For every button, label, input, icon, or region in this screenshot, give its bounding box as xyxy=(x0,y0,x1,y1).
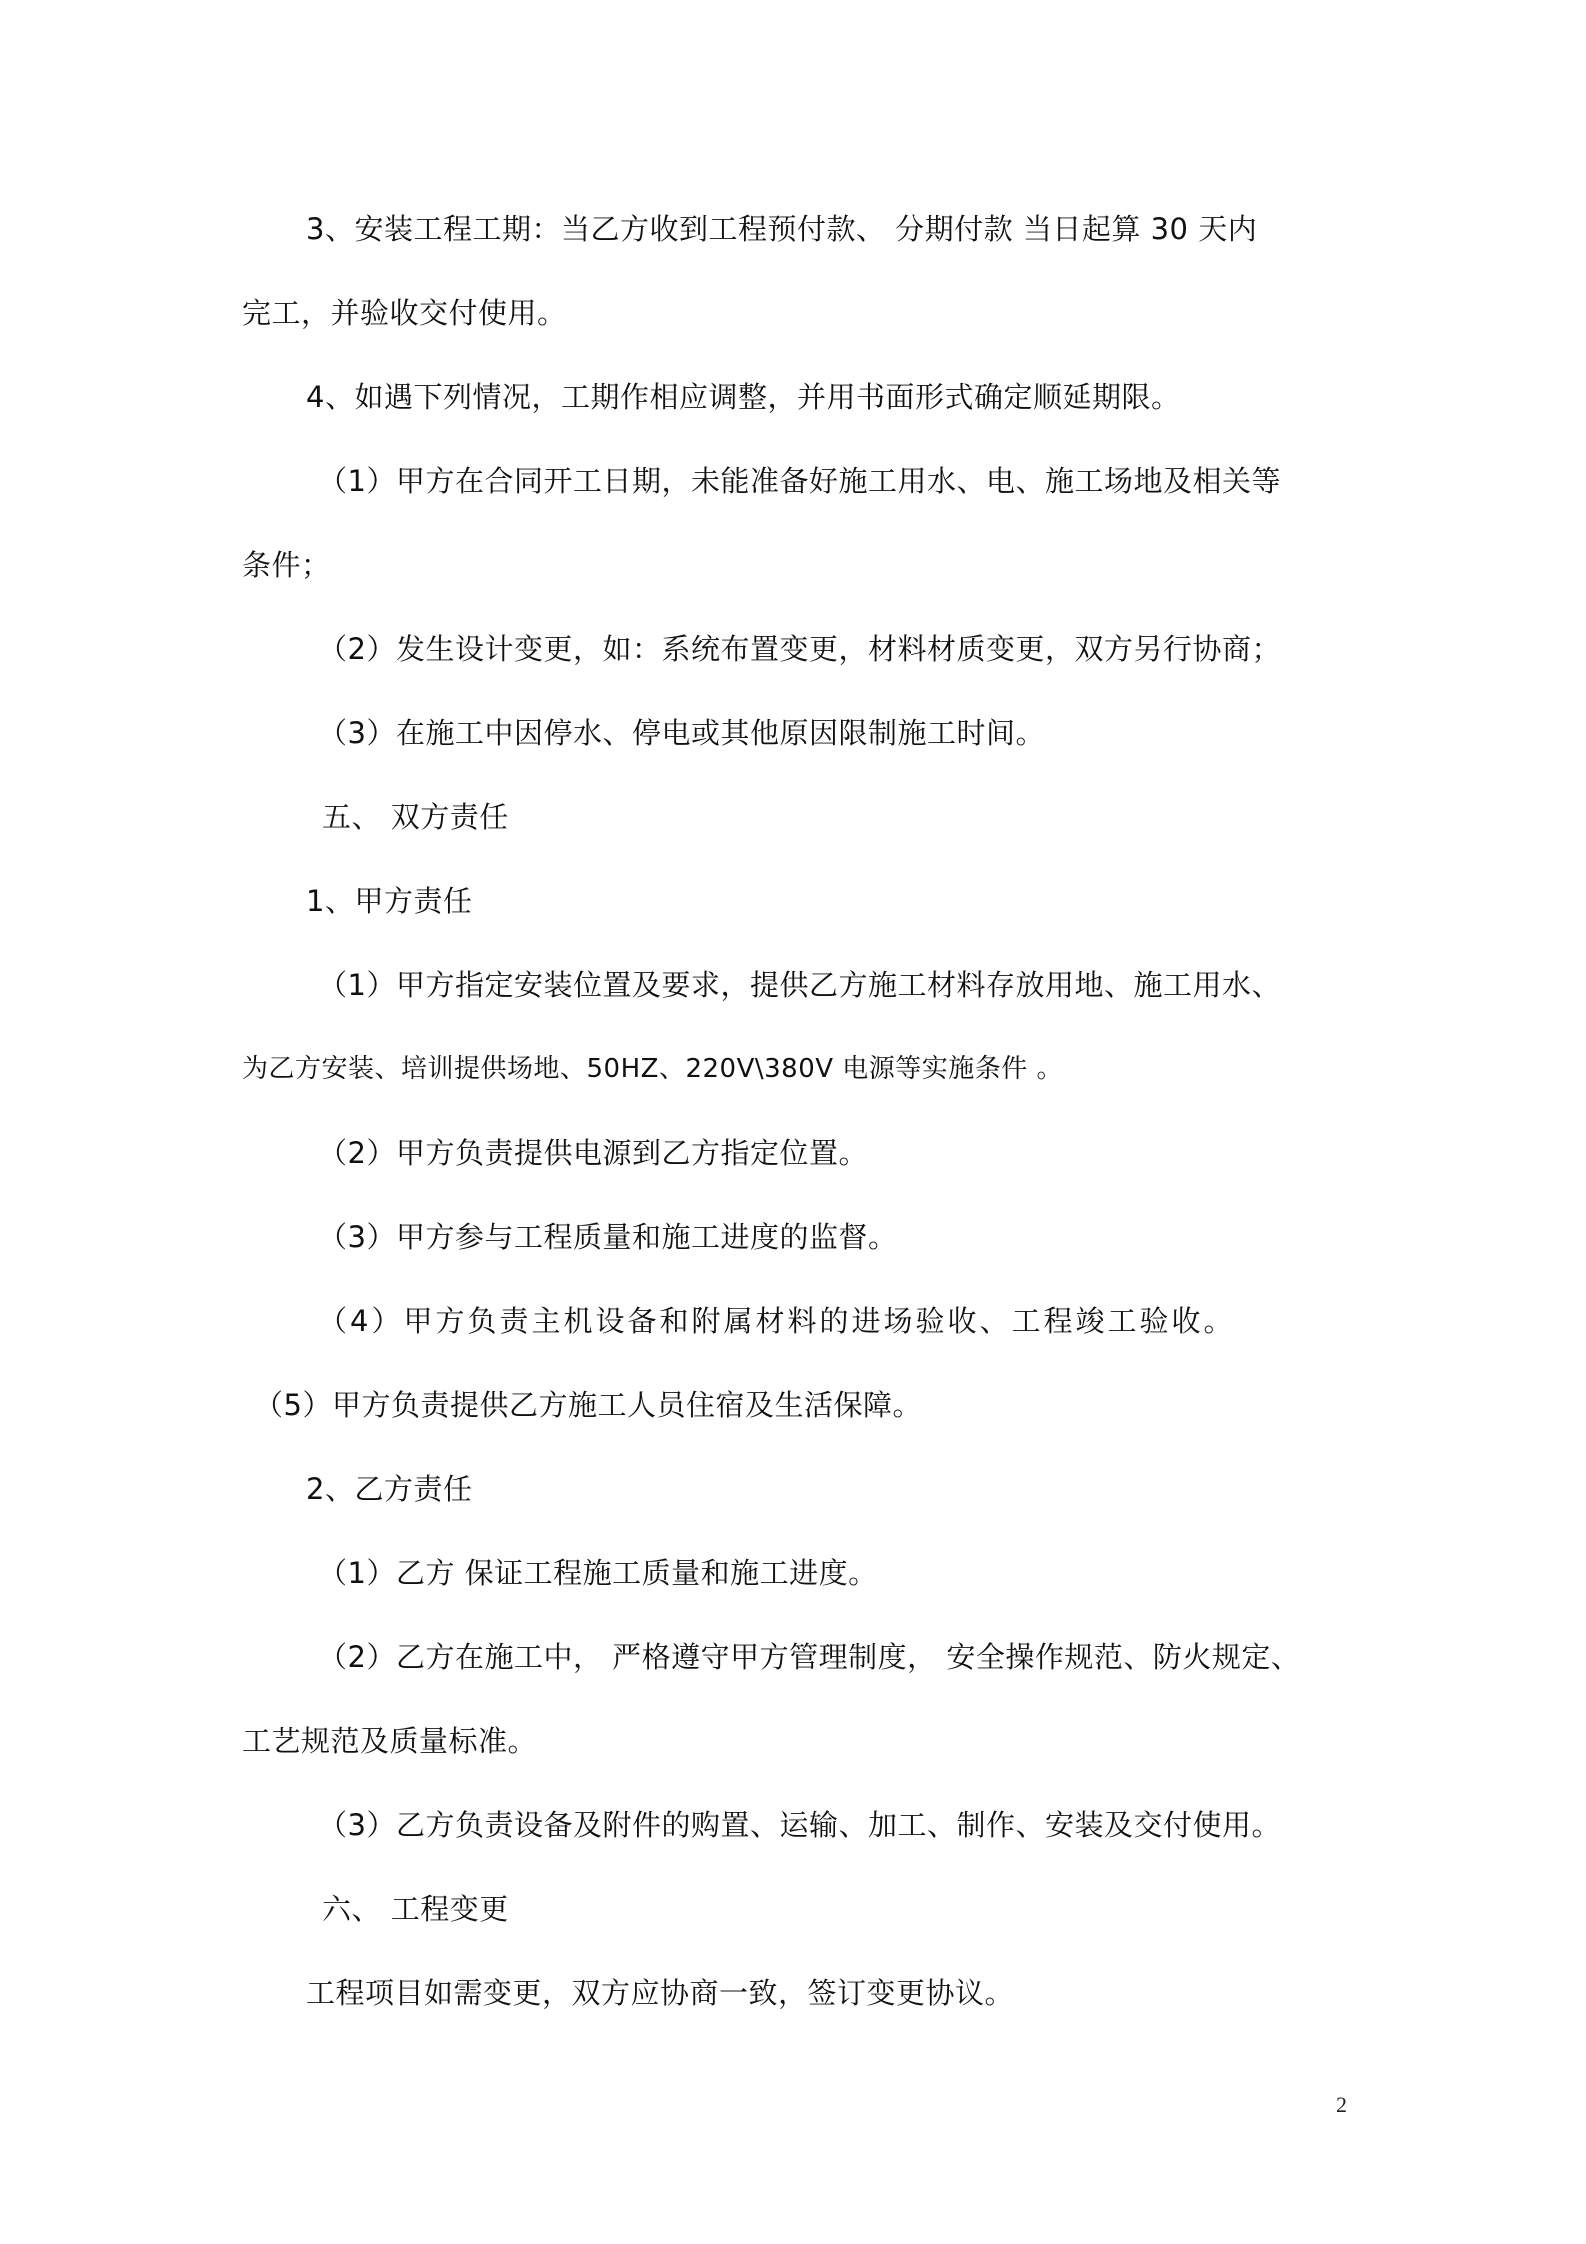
item-1-line-2: 条件； xyxy=(242,548,331,582)
party-b-heading: 2、乙方责任 xyxy=(306,1472,473,1506)
party-b-item-2-line-2: 工艺规范及质量标准。 xyxy=(242,1724,538,1758)
party-a-item-4: （4）甲方负责主机设备和附属材料的进场验收、工程竣工验收。 xyxy=(318,1304,1236,1338)
item-3: （3）在施工中因停水、停电或其他原因限制施工时间。 xyxy=(318,716,1045,750)
section-6-heading: 六、 工程变更 xyxy=(322,1892,509,1926)
page-number: 2 xyxy=(1336,2092,1347,2117)
party-b-item-3: （3）乙方负责设备及附件的购置、运输、加工、制作、安装及交付使用。 xyxy=(318,1808,1281,1842)
item-2: （2）发生设计变更，如：系统布置变更，材料材质变更，双方另行协商； xyxy=(318,632,1281,666)
party-a-item-3: （3）甲方参与工程质量和施工进度的监督。 xyxy=(318,1220,898,1254)
clause-3-line-2: 完工，并验收交付使用。 xyxy=(242,296,567,330)
party-a-item-1-line-1: （1）甲方指定安装位置及要求，提供乙方施工材料存放用地、施工用水、 xyxy=(318,968,1281,1002)
clause-4: 4、如遇下列情况，工期作相应调整，并用书面形式确定顺延期限。 xyxy=(306,380,1181,414)
party-b-item-1: （1）乙方 保证工程施工质量和施工进度。 xyxy=(318,1556,878,1590)
item-1-line-1: （1）甲方在合同开工日期，未能准备好施工用水、电、施工场地及相关等 xyxy=(318,464,1281,498)
section-6-body: 工程项目如需变更，双方应协商一致，签订变更协议。 xyxy=(306,1976,1015,2010)
section-5-heading: 五、 双方责任 xyxy=(322,800,509,834)
party-a-item-2: （2）甲方负责提供电源到乙方指定位置。 xyxy=(318,1136,868,1170)
party-a-heading: 1、甲方责任 xyxy=(306,884,473,918)
party-b-item-2-line-1: （2）乙方在施工中， 严格遵守甲方管理制度， 安全操作规范、防火规定、 xyxy=(318,1640,1301,1674)
party-a-item-5: （5）甲方负责提供乙方施工人员住宿及生活保障。 xyxy=(254,1388,922,1422)
clause-3-line-1: 3、安装工程工期：当乙方收到工程预付款、 分期付款 当日起算 30 天内 xyxy=(306,212,1258,246)
party-a-item-1-line-2: 为乙方安装、培训提供场地、50HZ、220V\380V 电源等实施条件 。 xyxy=(242,1054,1064,1084)
